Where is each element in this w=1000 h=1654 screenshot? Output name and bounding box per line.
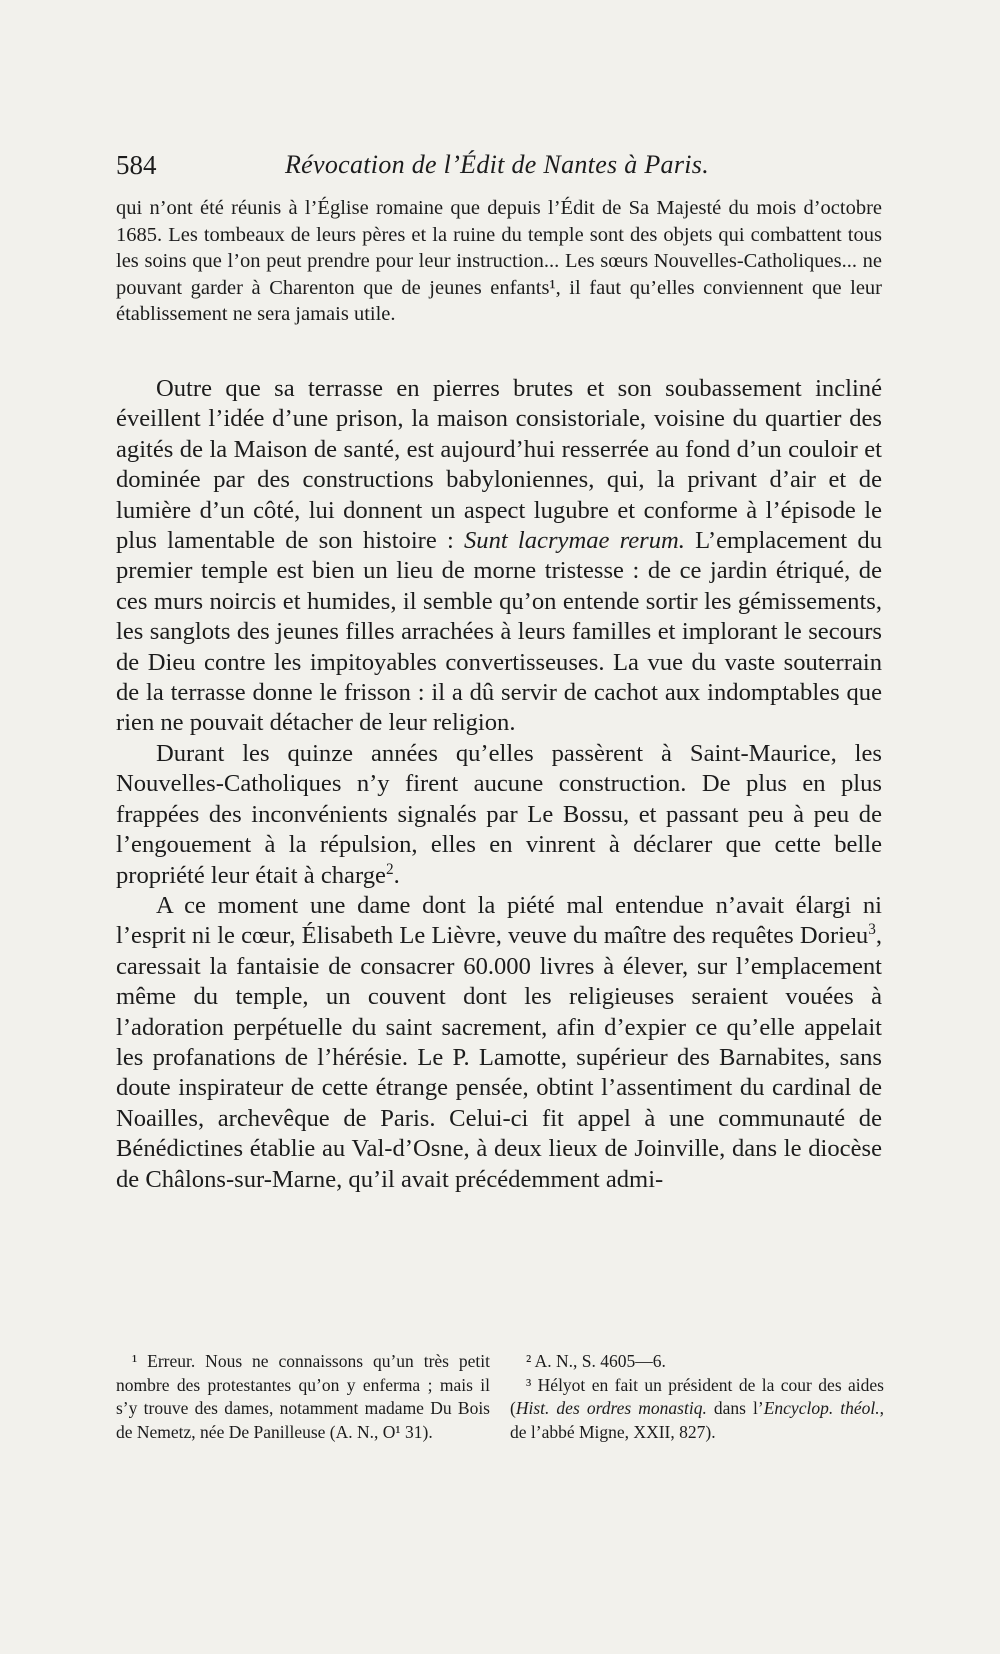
paragraph-3-part-b: , caressait la fantaisie de consacrer 60.000 livres à élever, sur l’emplacement même du temple, un couvent dont les religieuses seraient vouées à l’adoration perpétuelle du saint sacrement, afin d’expier ce qu’elle appelait les profanations de l’hérésie. Le P. Lamotte, supérieur des Barnabites, sans doute inspirateur de cette étrange pensée, obtint l’assentiment du cardinal de Noailles, archevêque de Paris. Celui-ci fit appel à une communauté de Bénédictines établie au Val-d’Osne, à deux lieux de Joinville, dans le diocèse de Châlons-sur-Marne, qu’il avait précédemment admi- — [116, 922, 882, 1193]
page-header — [116, 150, 878, 190]
footnote-ref-2: 2 — [385, 860, 394, 878]
footnote-3-title-1: Hist. des ordres monastiq. — [515, 1398, 707, 1418]
paragraph-2-end: . — [393, 861, 400, 889]
footnote-3-part-a: ³ Hélyot en fait un président de la cour des aides ( — [510, 1374, 884, 1418]
footnotes — [116, 1350, 884, 1444]
footnote-column-right — [510, 1350, 884, 1444]
paragraph-1 — [116, 374, 882, 739]
quoted-passage — [116, 195, 882, 328]
main-text — [116, 374, 882, 1195]
paragraph-1-part-b: L’emplacement du premier temple est bien un lieu de morne tristesse : de ce jardin étriqué, de ces murs noircis et humides, il semble qu’on entende sortir les gémissements, les sanglots des jeunes filles arrachées à leurs familles et implorant le secours de Dieu contre les impitoyables convertisseuses. La vue du vaste souterrain de la terrasse donne le frisson : il a dû servir de cachot aux indomptables que rien ne pouvait détacher de leur religion. — [116, 527, 882, 737]
paragraph-3 — [116, 891, 882, 1195]
paragraph-2-text: Durant les quinze années qu’elles passèrent à Saint-Maurice, les Nouvelles-Catholiques n’y firent aucune construction. De plus en plus frappées des inconvénients signalés par Le Bossu, et passant peu à peu de l’engouement à la répulsion, elles en vinrent à déclarer que cette belle propriété leur était à charge — [116, 739, 882, 889]
paragraph-2 — [116, 739, 882, 891]
paragraph-1-part-a: Outre que sa terrasse en pierres brutes et son soubassement incliné éveillent l’idée d’une prison, la maison consistoriale, voisine du quartier des agités de la Maison de santé, est aujourd’hui resserrée au fond d’un couloir et dominée par des constructions babyloniennes, qui, la privant d’air et de lumière d’un côté, lui donnent un aspect lugubre et conforme à l’épisode le plus lamentable de son histoire : — [116, 375, 882, 555]
footnote-ref-3: 3 — [868, 921, 876, 939]
latin-quotation: Sunt lacrymae rerum. — [464, 527, 685, 555]
footnote-column-left — [116, 1350, 490, 1444]
page-number: 584 — [116, 150, 157, 180]
footnote-2: ² A. N., S. 4605—6. — [526, 1351, 666, 1371]
footnote-3 — [510, 1374, 884, 1445]
footnote-3-title-2: Encyclop. théol. — [763, 1398, 880, 1418]
footnote-1: ¹ Erreur. Nous ne connaissons qu’un très petit nombre des protestantes qu’on y enferma ; mais il s’y trouve des dames, notamment madame Du Bois de Nemetz, née De Panilleuse (A. N., O¹ 31). — [116, 1351, 490, 1442]
footnote-3-part-c: , de l’abbé Migne, XXII, 827). — [510, 1398, 884, 1442]
footnote-3-part-b: dans l’ — [706, 1398, 764, 1418]
running-title: Révocation de l’Édit de Nantes à Paris. — [284, 150, 709, 179]
quoted-text: qui n’ont été réunis à l’Église romaine que depuis l’Édit de Sa Majesté du mois d’octobre 1685. Les tombeaux de leurs pères et la ruine du temple sont des objets qui combattent tous les soins que l’on peut prendre pour leur instruction... Les sœurs Nouvelles-Catholiques... ne pouvant garder à Charenton que de jeunes enfants¹, il faut qu’elles conviennent que leur établissement ne sera jamais utile. — [116, 197, 882, 325]
paragraph-3-part-a: A ce moment une dame dont la piété mal entendue n’avait élargi ni l’esprit ni le cœur, Élisabeth Le Lièvre, veuve du maître des requêtes Dorieu — [116, 891, 882, 950]
